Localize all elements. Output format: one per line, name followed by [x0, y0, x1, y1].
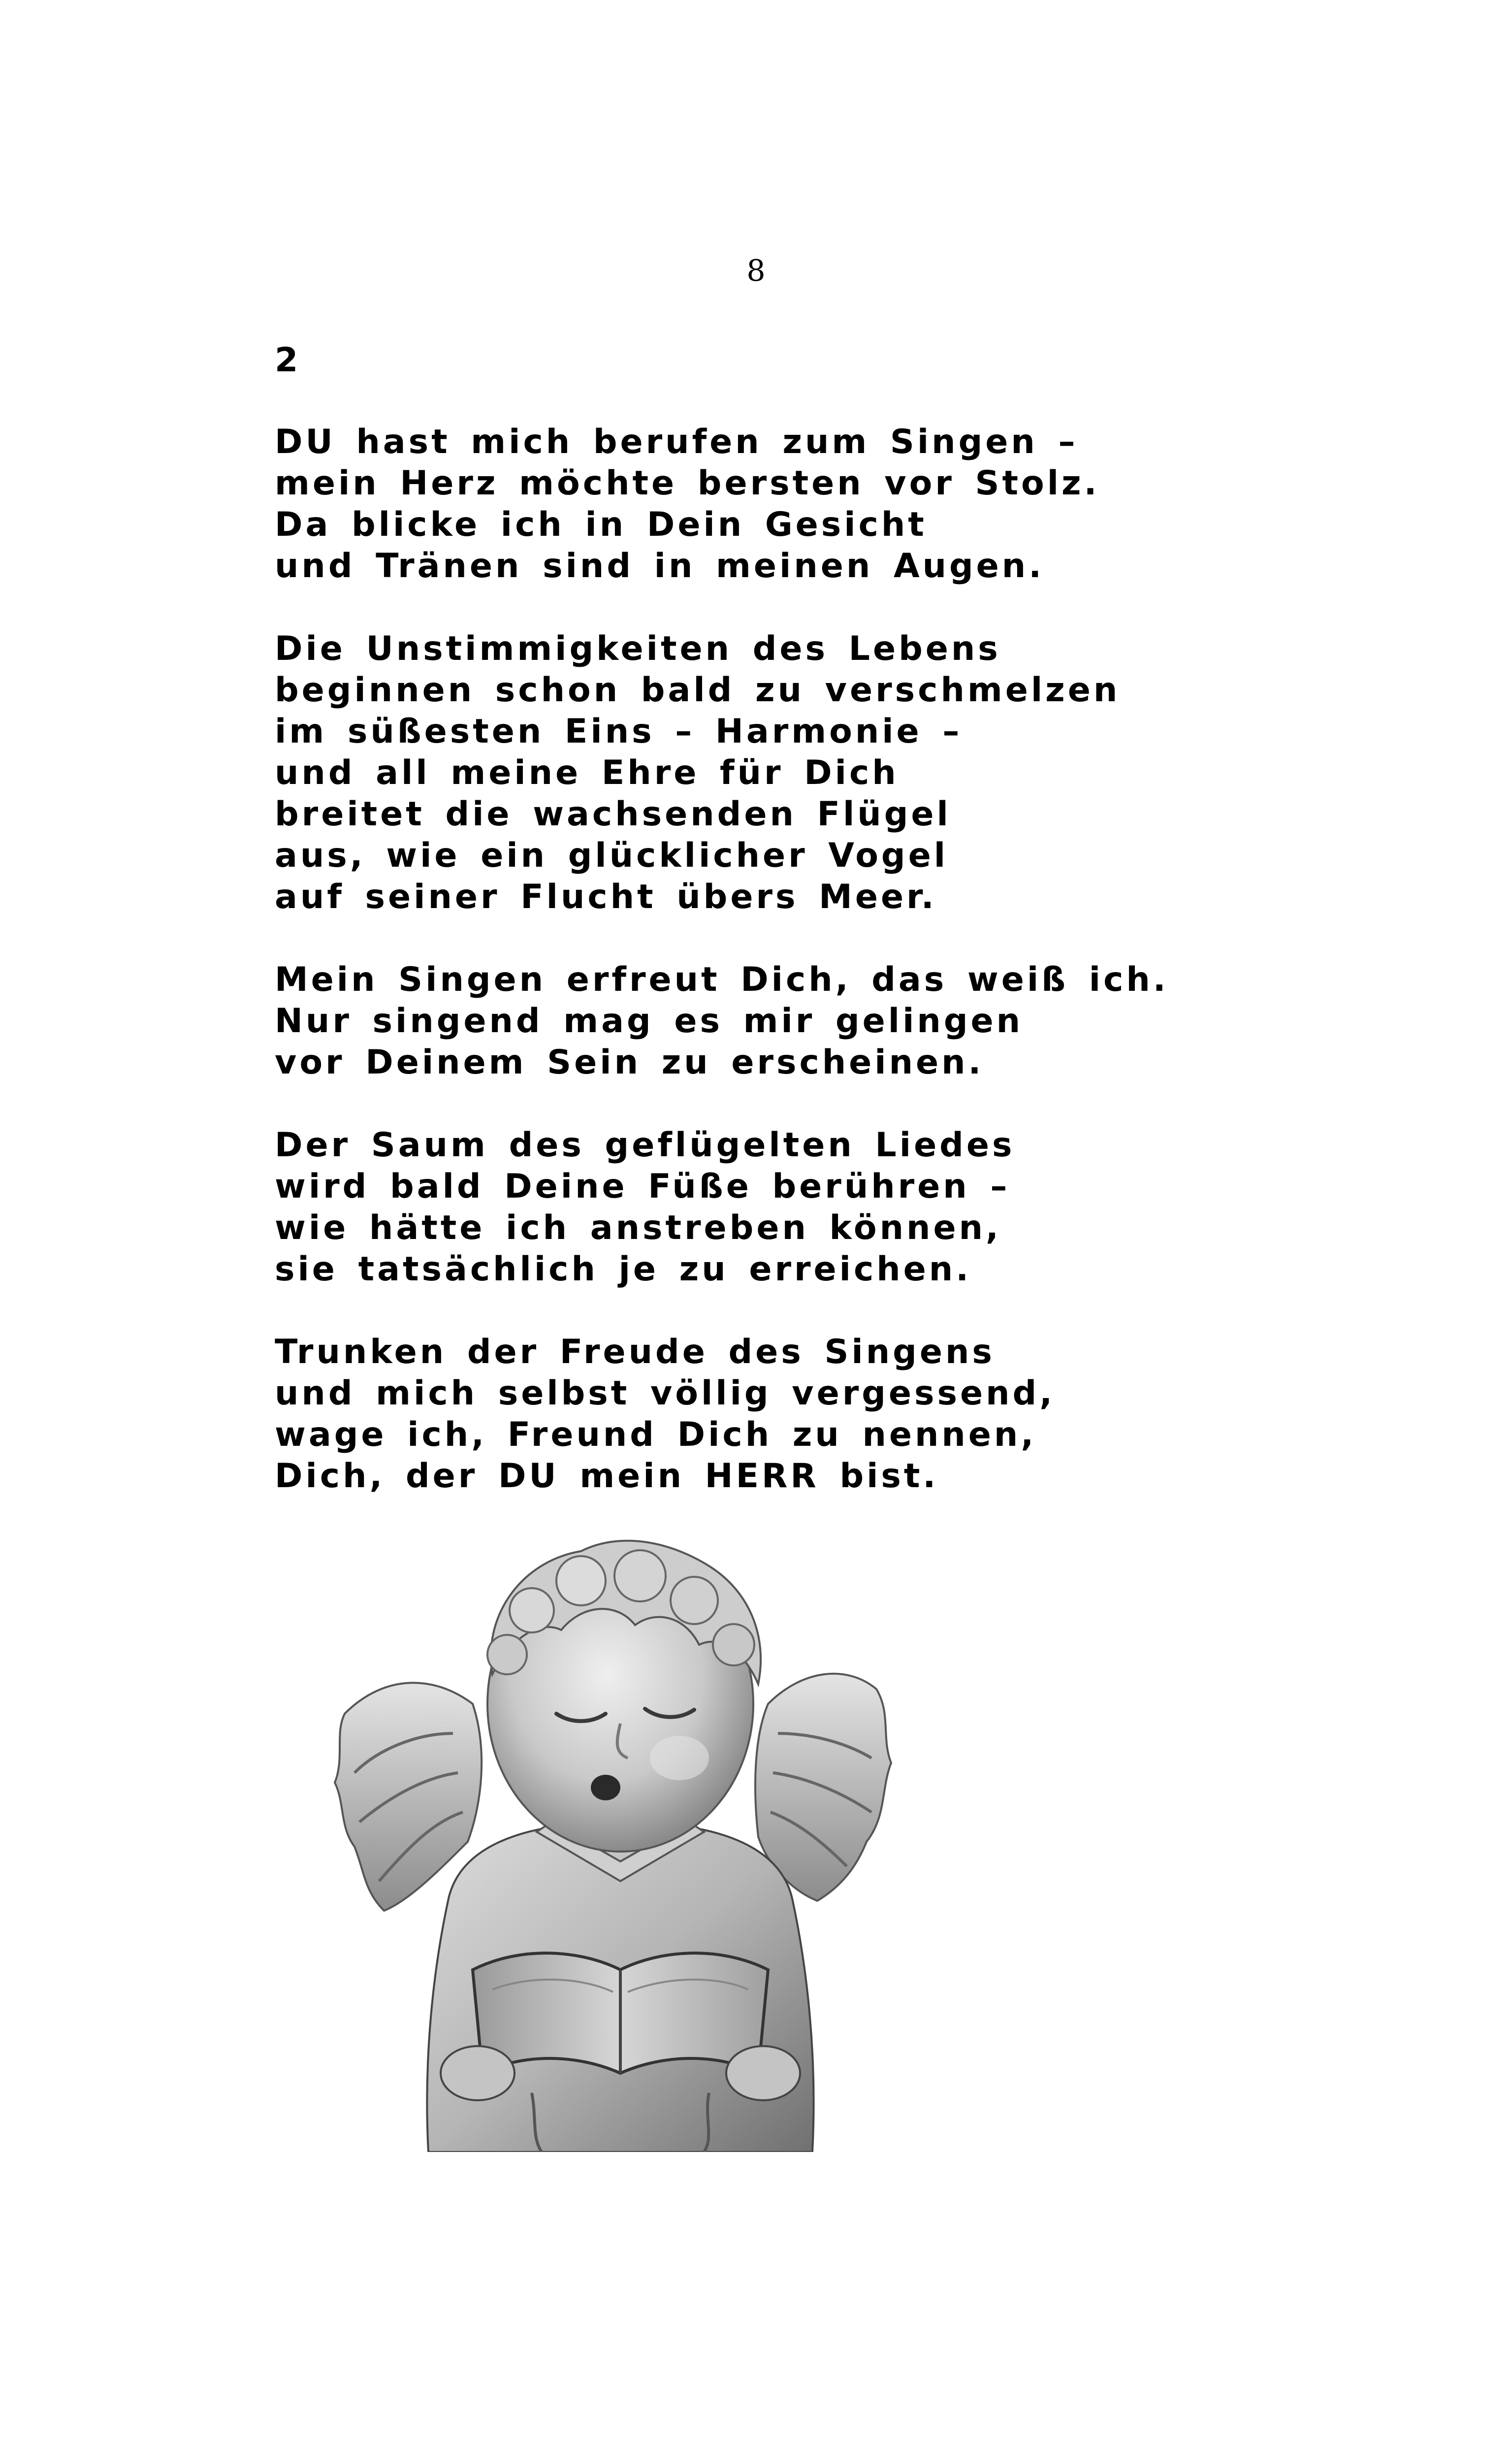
- page-number: 8: [746, 254, 766, 288]
- poem-line: wage ich, Freund Dich zu nennen,: [275, 1415, 1037, 1454]
- stanza-2: [275, 628, 1466, 918]
- poem-line: Dich, der DU mein HERR bist.: [275, 1457, 939, 1496]
- left-hand: [441, 2046, 515, 2100]
- poem-line: und mich selbst völlig vergessend,: [275, 1374, 1056, 1413]
- stanza-4: [275, 1125, 1466, 1290]
- poem-line: Mein Singen erfreut Dich, das weiß ich.: [275, 960, 1169, 999]
- poem-line: DU hast mich berufen zum Singen –: [275, 423, 1078, 461]
- poem-line: mein Herz möchte bersten vor Stolz.: [275, 464, 1100, 503]
- poem-line: auf seiner Flucht übers Meer.: [275, 878, 937, 916]
- poem-line: Da blicke ich in Dein Gesicht: [275, 505, 927, 544]
- poem-line: und Tränen sind in meinen Augen.: [275, 547, 1045, 586]
- angel-head: [487, 1541, 761, 1852]
- poem-line: Nur singend mag es mir gelingen: [275, 1002, 1024, 1041]
- right-hand: [726, 2046, 800, 2100]
- angel-statue-illustration: [325, 1527, 916, 2152]
- poem-line: Der Saum des geflügelten Liedes: [275, 1126, 1015, 1165]
- stanza-3: [275, 959, 1466, 1083]
- poem-line: breitet die wachsenden Flügel: [275, 795, 951, 834]
- poem-line: wird bald Deine Füße berühren –: [275, 1167, 1010, 1206]
- poem-line: vor Deinem Sein zu erscheinen.: [275, 1043, 984, 1082]
- stanza-5: [275, 1332, 1466, 1497]
- stanza-1: [275, 422, 1466, 587]
- poem-line: wie hätte ich anstreben können,: [275, 1208, 1001, 1247]
- poem-line: beginnen schon bald zu verschmelzen: [275, 671, 1121, 710]
- poem-line: und all meine Ehre für Dich: [275, 753, 899, 792]
- poem-line: Die Unstimmigkeiten des Lebens: [275, 629, 1001, 668]
- poem-line: sie tatsächlich je zu erreichen.: [275, 1250, 972, 1289]
- poem-line: Trunken der Freude des Singens: [275, 1333, 995, 1371]
- poem: [275, 340, 1466, 1538]
- poem-number: 2: [275, 341, 301, 380]
- poem-line: im süßesten Eins – Harmonie –: [275, 712, 963, 751]
- open-book: [473, 1953, 768, 2073]
- poem-line: aus, wie ein glücklicher Vogel: [275, 836, 949, 875]
